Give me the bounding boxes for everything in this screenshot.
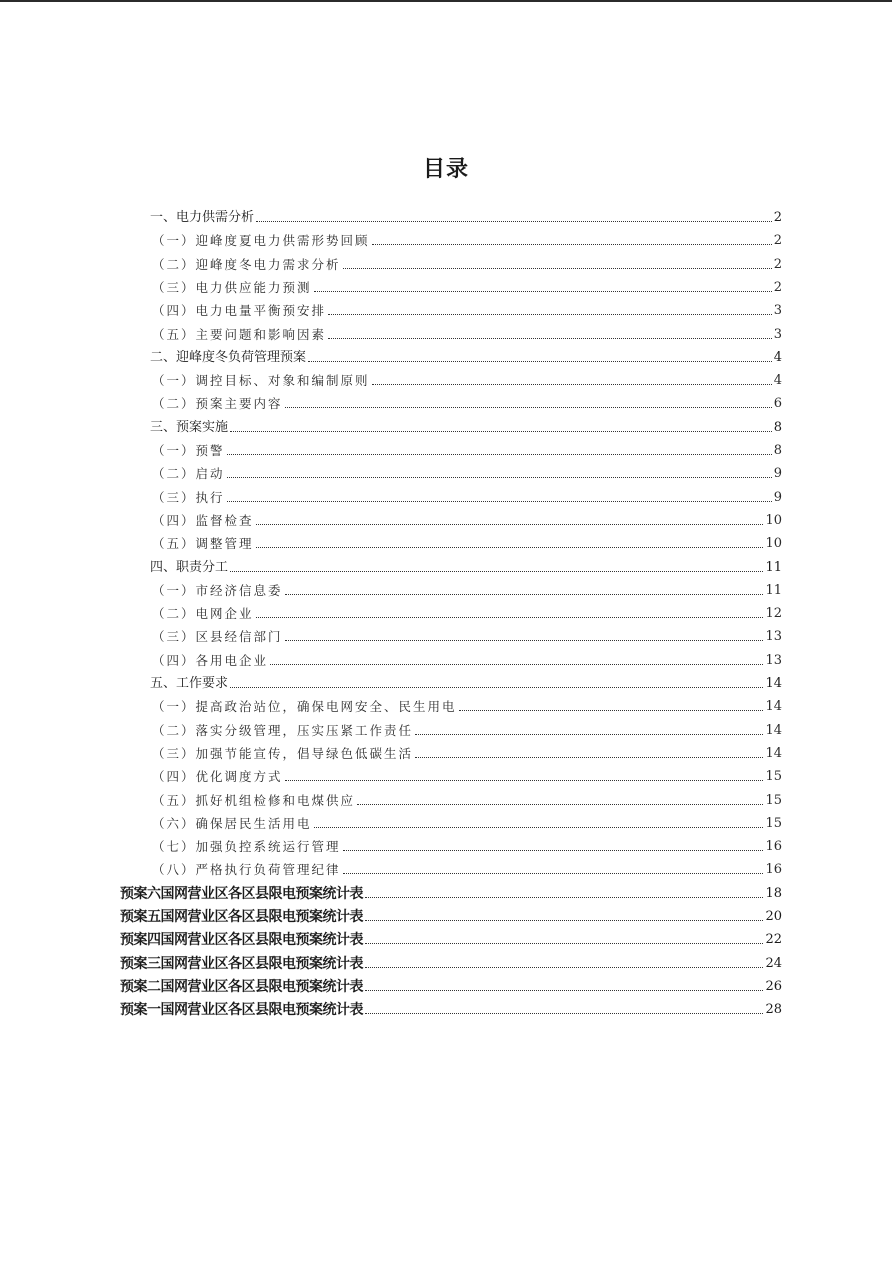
toc-entry-title: （一）市经济信息委 xyxy=(152,582,283,598)
toc-dot-leader xyxy=(230,431,772,432)
toc-entry-page-number: 14 xyxy=(765,699,782,715)
toc-entry[interactable] xyxy=(150,206,782,226)
toc-entry-title: （五）主要问题和影响因素 xyxy=(152,326,327,342)
toc-entry-title: （一）迎峰度夏电力供需形势回顾 xyxy=(152,233,370,249)
toc-entry[interactable] xyxy=(150,486,782,506)
toc-entry-title: 预案六国网营业区各区县限电预案统计表 xyxy=(120,885,363,902)
toc-entry[interactable] xyxy=(150,556,782,576)
toc-dot-leader xyxy=(328,314,772,315)
toc-entry-title: 一、电力供需分析 xyxy=(150,210,255,225)
toc-entry-page-number: 14 xyxy=(765,676,782,691)
toc-dot-leader xyxy=(365,897,763,898)
toc-dot-leader xyxy=(227,454,772,455)
toc-entry-page-number: 16 xyxy=(765,839,782,855)
toc-entry-title: （二）启动 xyxy=(152,466,225,482)
toc-entry[interactable] xyxy=(150,835,782,855)
toc-entry[interactable] xyxy=(150,392,782,412)
toc-dot-leader xyxy=(372,384,772,385)
toc-entry-page-number: 12 xyxy=(765,606,782,622)
toc-entry-title: 五、工作要求 xyxy=(150,676,229,691)
toc-entry-page-number: 14 xyxy=(765,745,782,761)
toc-entry[interactable] xyxy=(150,229,782,249)
toc-dot-leader xyxy=(415,734,763,735)
toc-entry-page-number: 15 xyxy=(765,815,782,831)
toc-dot-leader xyxy=(227,501,772,502)
toc-entry[interactable] xyxy=(150,579,782,599)
toc-entry-title: （三）执行 xyxy=(152,489,225,505)
toc-entry-page-number: 2 xyxy=(773,256,782,272)
toc-entry-title: （二）预案主要内容 xyxy=(152,396,283,412)
toc-entry-title: （三）加强节能宣传，倡导绿色低碳生活 xyxy=(152,745,414,761)
toc-entry-title: （五）抓好机组检修和电煤供应 xyxy=(152,792,356,808)
toc-dot-leader xyxy=(343,850,764,851)
toc-entry-title: （五）调整管理 xyxy=(152,536,254,552)
toc-entry-title: （四）优化调度方式 xyxy=(152,769,283,785)
toc-entry-title: （二）落实分级管理，压实压紧工作责任 xyxy=(152,722,414,738)
toc-dot-leader xyxy=(256,524,764,525)
page-top-border xyxy=(0,0,892,2)
toc-entry-title: 预案五国网营业区各区县限电预案统计表 xyxy=(120,909,363,925)
toc-entry-page-number: 24 xyxy=(765,955,782,971)
toc-entry[interactable] xyxy=(150,789,782,809)
toc-entry-page-number: 10 xyxy=(765,536,782,552)
toc-entry-page-number: 6 xyxy=(773,396,782,412)
toc-entry-page-number: 3 xyxy=(773,303,782,319)
toc-entry[interactable] xyxy=(150,532,782,552)
toc-entry[interactable] xyxy=(150,276,782,296)
toc-entry-title: （三）区县经信部门 xyxy=(152,629,283,645)
toc-dot-leader xyxy=(365,967,763,968)
toc-dot-leader xyxy=(459,710,764,711)
toc-entry-title: （四）电力电量平衡预安排 xyxy=(152,303,327,319)
toc-dot-leader xyxy=(256,617,764,618)
toc-entry-title: 三、预案实施 xyxy=(150,419,229,435)
toc-entry-page-number: 16 xyxy=(765,862,782,878)
toc-entry-title: （四）监督检查 xyxy=(152,512,254,528)
toc-entry[interactable] xyxy=(150,765,782,785)
toc-entry[interactable] xyxy=(150,602,782,622)
toc-entry-page-number: 9 xyxy=(773,466,782,482)
toc-entry-title: （一）预警 xyxy=(152,443,225,458)
toc-entry-title: （六）确保居民生活用电 xyxy=(152,815,312,831)
toc-entry-title: 预案一国网营业区各区县限电预案统计表 xyxy=(120,1002,363,1019)
toc-entry-page-number: 8 xyxy=(773,419,782,435)
toc-entry[interactable] xyxy=(120,975,782,995)
toc-entry-page-number: 13 xyxy=(765,629,782,645)
toc-dot-leader xyxy=(285,407,772,408)
page-title: 目录 xyxy=(422,157,469,182)
toc-entry[interactable] xyxy=(150,253,782,273)
toc-entry-title: （一）调控目标、对象和编制原则 xyxy=(152,373,370,389)
toc-entry[interactable] xyxy=(150,439,782,459)
toc-entry-page-number: 4 xyxy=(773,349,782,365)
toc-dot-leader xyxy=(285,594,764,595)
toc-dot-leader xyxy=(415,757,763,758)
toc-entry[interactable] xyxy=(150,416,782,436)
toc-entry-page-number: 8 xyxy=(773,443,782,458)
toc-entry-title: （八）严格执行负荷管理纪律 xyxy=(152,862,341,878)
toc-entry-page-number: 28 xyxy=(765,1002,782,1018)
toc-entry[interactable] xyxy=(150,346,782,366)
toc-dot-leader xyxy=(227,477,772,478)
toc-dot-leader xyxy=(365,943,763,944)
toc-entry[interactable] xyxy=(150,649,782,669)
toc-entry-page-number: 2 xyxy=(773,279,782,295)
toc-entry-page-number: 9 xyxy=(773,489,782,505)
toc-entry[interactable] xyxy=(150,625,782,645)
toc-dot-leader xyxy=(308,361,772,362)
toc-entry-title: 预案四国网营业区各区县限电预案统计表 xyxy=(120,932,363,949)
toc-dot-leader xyxy=(328,338,772,339)
toc-entry-page-number: 26 xyxy=(765,978,782,994)
toc-entry-page-number: 10 xyxy=(765,512,782,528)
toc-entry-page-number: 2 xyxy=(773,233,782,249)
toc-entry-title: 二、迎峰度冬负荷管理预案 xyxy=(150,349,307,365)
toc-entry[interactable] xyxy=(120,905,782,925)
toc-entry-page-number: 14 xyxy=(765,722,782,738)
toc-dot-leader xyxy=(365,920,763,921)
toc-dot-leader xyxy=(256,547,764,548)
toc-dot-leader xyxy=(230,687,763,688)
toc-entry[interactable] xyxy=(150,695,782,715)
toc-dot-leader xyxy=(343,873,764,874)
toc-entry-title: 预案二国网营业区各区县限电预案统计表 xyxy=(120,978,363,995)
toc-entry[interactable] xyxy=(150,323,782,343)
toc-entry-title: 预案三国网营业区各区县限电预案统计表 xyxy=(120,955,363,972)
toc-entry-page-number: 2 xyxy=(773,210,782,225)
toc-entry-page-number: 20 xyxy=(765,909,782,924)
toc-entry-page-number: 18 xyxy=(765,885,782,901)
toc-entry-title: （二）电网企业 xyxy=(152,606,254,622)
toc-entry-page-number: 15 xyxy=(765,792,782,808)
toc-entry[interactable] xyxy=(150,858,782,878)
toc-entry[interactable] xyxy=(150,812,782,832)
toc-entry[interactable] xyxy=(150,719,782,739)
toc-dot-leader xyxy=(314,827,764,828)
toc-dot-leader xyxy=(230,571,763,572)
toc-dot-leader xyxy=(314,291,772,292)
toc-entry-page-number: 3 xyxy=(773,326,782,342)
toc-dot-leader xyxy=(285,780,764,781)
toc-dot-leader xyxy=(343,268,772,269)
toc-dot-leader xyxy=(365,1013,763,1014)
toc-entry-title: （四）各用电企业 xyxy=(152,652,269,668)
toc-dot-leader xyxy=(365,990,763,991)
toc-entry[interactable] xyxy=(150,462,782,482)
toc-entry[interactable] xyxy=(120,952,782,972)
toc-entry[interactable] xyxy=(120,928,782,948)
toc-entry-page-number: 15 xyxy=(765,769,782,785)
toc-entry-page-number: 4 xyxy=(773,373,782,389)
toc-entry-title: （七）加强负控系统运行管理 xyxy=(152,839,341,855)
toc-entry[interactable] xyxy=(150,672,782,692)
toc-entry-title: （二）迎峰度冬电力需求分析 xyxy=(152,256,341,272)
toc-dot-leader xyxy=(357,804,763,805)
toc-entry[interactable] xyxy=(120,882,782,902)
toc-entry-page-number: 11 xyxy=(765,582,782,598)
toc-entry[interactable] xyxy=(150,509,782,529)
toc-entry[interactable] xyxy=(150,369,782,389)
toc-dot-leader xyxy=(256,221,772,222)
toc-entry[interactable] xyxy=(150,742,782,762)
toc-entry-title: （一）提高政治站位，确保电网安全、民生用电 xyxy=(152,699,457,715)
toc-dot-leader xyxy=(270,664,763,665)
toc-entry[interactable] xyxy=(120,998,782,1018)
toc-entry-page-number: 22 xyxy=(765,932,782,948)
toc-entry-title: （三）电力供应能力预测 xyxy=(152,279,312,295)
toc-entry-page-number: 11 xyxy=(765,559,782,575)
toc-dot-leader xyxy=(372,244,772,245)
toc-entry[interactable] xyxy=(150,299,782,319)
toc-entry-title: 四、职责分工 xyxy=(150,559,229,575)
toc-dot-leader xyxy=(285,640,764,641)
toc-entry-page-number: 13 xyxy=(765,652,782,668)
